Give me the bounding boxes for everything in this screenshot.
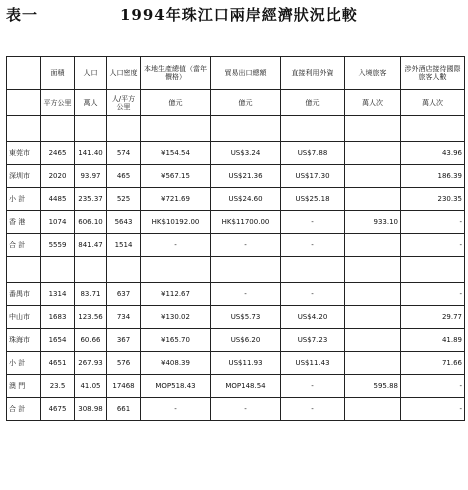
- table-cell: 933.10: [345, 211, 401, 234]
- table-row: [7, 165, 465, 188]
- empty-cell: [41, 257, 75, 283]
- table-cell: -: [401, 375, 465, 398]
- table-cell: US$3.24: [211, 142, 281, 165]
- header-cell: 平方公里: [41, 90, 75, 116]
- header-cell: [7, 57, 41, 90]
- table-row: [7, 329, 465, 352]
- table-cell: 308.98: [75, 398, 107, 421]
- table-cell: 661: [107, 398, 141, 421]
- table-cell: [345, 329, 401, 352]
- row-label-cell: 澳 門: [7, 375, 41, 398]
- table-title: 1994年珠江口兩岸經濟狀況比較: [120, 6, 358, 24]
- table-cell: US$4.20: [281, 306, 345, 329]
- header-cell: 人口密度: [107, 57, 141, 90]
- table-cell: 4651: [41, 352, 75, 375]
- table-cell: 23.5: [41, 375, 75, 398]
- table-cell: 41.89: [401, 329, 465, 352]
- table-cell: US$7.23: [281, 329, 345, 352]
- empty-cell: [281, 257, 345, 283]
- table-cell: ¥112.67: [141, 283, 211, 306]
- table-cell: US$11.43: [281, 352, 345, 375]
- table-cell: 93.97: [75, 165, 107, 188]
- empty-cell: [7, 257, 41, 283]
- table-cell: -: [211, 398, 281, 421]
- table-cell: 841.47: [75, 234, 107, 257]
- table-cell: -: [401, 234, 465, 257]
- empty-cell: [75, 257, 107, 283]
- table-cell: 525: [107, 188, 141, 211]
- table-row: [7, 352, 465, 375]
- table-cell: [345, 165, 401, 188]
- header-cell: 億元: [211, 90, 281, 116]
- table-cell: MOP518.43: [141, 375, 211, 398]
- table-cell: ¥130.02: [141, 306, 211, 329]
- row-label-cell: 中山市: [7, 306, 41, 329]
- table-cell: [345, 306, 401, 329]
- table-cell: -: [281, 398, 345, 421]
- table-cell: 595.88: [345, 375, 401, 398]
- header-cell: 萬人次: [345, 90, 401, 116]
- table-cell: 29.77: [401, 306, 465, 329]
- table-cell: 71.66: [401, 352, 465, 375]
- table-cell: 1074: [41, 211, 75, 234]
- table-cell: 267.93: [75, 352, 107, 375]
- table-row: [7, 234, 465, 257]
- table-cell: MOP148.54: [211, 375, 281, 398]
- table-row: [7, 283, 465, 306]
- table-cell: US$25.18: [281, 188, 345, 211]
- table-cell: US$11.93: [211, 352, 281, 375]
- empty-cell: [345, 257, 401, 283]
- empty-cell: [211, 257, 281, 283]
- table-cell: -: [211, 283, 281, 306]
- table-cell: 5643: [107, 211, 141, 234]
- table-cell: [345, 188, 401, 211]
- table-cell: US$21.36: [211, 165, 281, 188]
- table-cell: ¥154.54: [141, 142, 211, 165]
- header-cell: 面積: [41, 57, 75, 90]
- header-cell: 涉外酒店接待國際旅客人數: [401, 57, 465, 90]
- table-cell: 4485: [41, 188, 75, 211]
- table-cell: -: [141, 234, 211, 257]
- table-cell: [345, 142, 401, 165]
- row-label-cell: 小 計: [7, 352, 41, 375]
- table-cell: -: [141, 398, 211, 421]
- table-cell: -: [281, 283, 345, 306]
- row-label-cell: 東莞市: [7, 142, 41, 165]
- table-cell: 734: [107, 306, 141, 329]
- table-cell: -: [211, 234, 281, 257]
- row-label-cell: 番禺市: [7, 283, 41, 306]
- table-cell: 637: [107, 283, 141, 306]
- table-cell: ¥567.15: [141, 165, 211, 188]
- header-cell: 直接利用外資: [281, 57, 345, 90]
- table-cell: 465: [107, 165, 141, 188]
- table-cell: 1514: [107, 234, 141, 257]
- table-cell: -: [281, 211, 345, 234]
- row-label-cell: 香 港: [7, 211, 41, 234]
- table-cell: 43.96: [401, 142, 465, 165]
- table-cell: 41.05: [75, 375, 107, 398]
- empty-cell: [401, 257, 465, 283]
- row-label-cell: 珠海市: [7, 329, 41, 352]
- table-cell: -: [401, 211, 465, 234]
- table-cell: 1314: [41, 283, 75, 306]
- table-cell: 1654: [41, 329, 75, 352]
- table-cell: 606.10: [75, 211, 107, 234]
- header-row-labels: [7, 57, 465, 90]
- table-cell: 367: [107, 329, 141, 352]
- row-label-cell: 深圳市: [7, 165, 41, 188]
- row-label-cell: 小 計: [7, 188, 41, 211]
- table-row: [7, 142, 465, 165]
- table-cell: HK$10192.00: [141, 211, 211, 234]
- table-cell: US$24.60: [211, 188, 281, 211]
- table-cell: 186.39: [401, 165, 465, 188]
- table-cell: 574: [107, 142, 141, 165]
- table-cell: 83.71: [75, 283, 107, 306]
- header-cell: 億元: [281, 90, 345, 116]
- table-cell: 2020: [41, 165, 75, 188]
- table-label: 表一: [6, 6, 39, 24]
- table-cell: US$5.73: [211, 306, 281, 329]
- header-row-units: [7, 90, 465, 116]
- header-cell: 億元: [141, 90, 211, 116]
- header-cell: 貿易出口總額: [211, 57, 281, 90]
- table-cell: HK$11700.00: [211, 211, 281, 234]
- table-cell: ¥721.69: [141, 188, 211, 211]
- table-cell: 141.40: [75, 142, 107, 165]
- header-cell: 人/平方公里: [107, 90, 141, 116]
- empty-cell: [107, 257, 141, 283]
- header-cell: 萬人次: [401, 90, 465, 116]
- table-cell: -: [281, 234, 345, 257]
- table-cell: 2465: [41, 142, 75, 165]
- table-row: [7, 211, 465, 234]
- table-cell: [345, 398, 401, 421]
- spacer-row: [7, 257, 465, 283]
- table-cell: US$17.30: [281, 165, 345, 188]
- table-cell: ¥408.39: [141, 352, 211, 375]
- table-cell: US$7.88: [281, 142, 345, 165]
- table-cell: 235.37: [75, 188, 107, 211]
- table-cell: 123.56: [75, 306, 107, 329]
- header-cell: 人口: [75, 57, 107, 90]
- table-cell: 5559: [41, 234, 75, 257]
- table-cell: ¥165.70: [141, 329, 211, 352]
- table-row: [7, 188, 465, 211]
- table-cell: -: [401, 283, 465, 306]
- header-cell: 萬人: [75, 90, 107, 116]
- table-row: [7, 398, 465, 421]
- comparison-table: [6, 56, 465, 421]
- table-row: [7, 375, 465, 398]
- table-cell: [345, 234, 401, 257]
- page-title: [0, 4, 468, 26]
- table-cell: 230.35: [401, 188, 465, 211]
- empty-cell: [141, 257, 211, 283]
- header-cell: [7, 90, 41, 116]
- table-cell: 60.66: [75, 329, 107, 352]
- table-cell: -: [401, 398, 465, 421]
- spacer-row: [7, 116, 465, 142]
- table-cell: [345, 352, 401, 375]
- row-label-cell: 合 計: [7, 234, 41, 257]
- table-row: [7, 306, 465, 329]
- table-cell: 1683: [41, 306, 75, 329]
- header-cell: 本地生產總值（當年價格）: [141, 57, 211, 90]
- header-cell: 入境旅客: [345, 57, 401, 90]
- table-cell: 17468: [107, 375, 141, 398]
- table-cell: [345, 283, 401, 306]
- table-cell: 4675: [41, 398, 75, 421]
- table-cell: 576: [107, 352, 141, 375]
- table-cell: -: [281, 375, 345, 398]
- table-cell: US$6.20: [211, 329, 281, 352]
- row-label-cell: 合 計: [7, 398, 41, 421]
